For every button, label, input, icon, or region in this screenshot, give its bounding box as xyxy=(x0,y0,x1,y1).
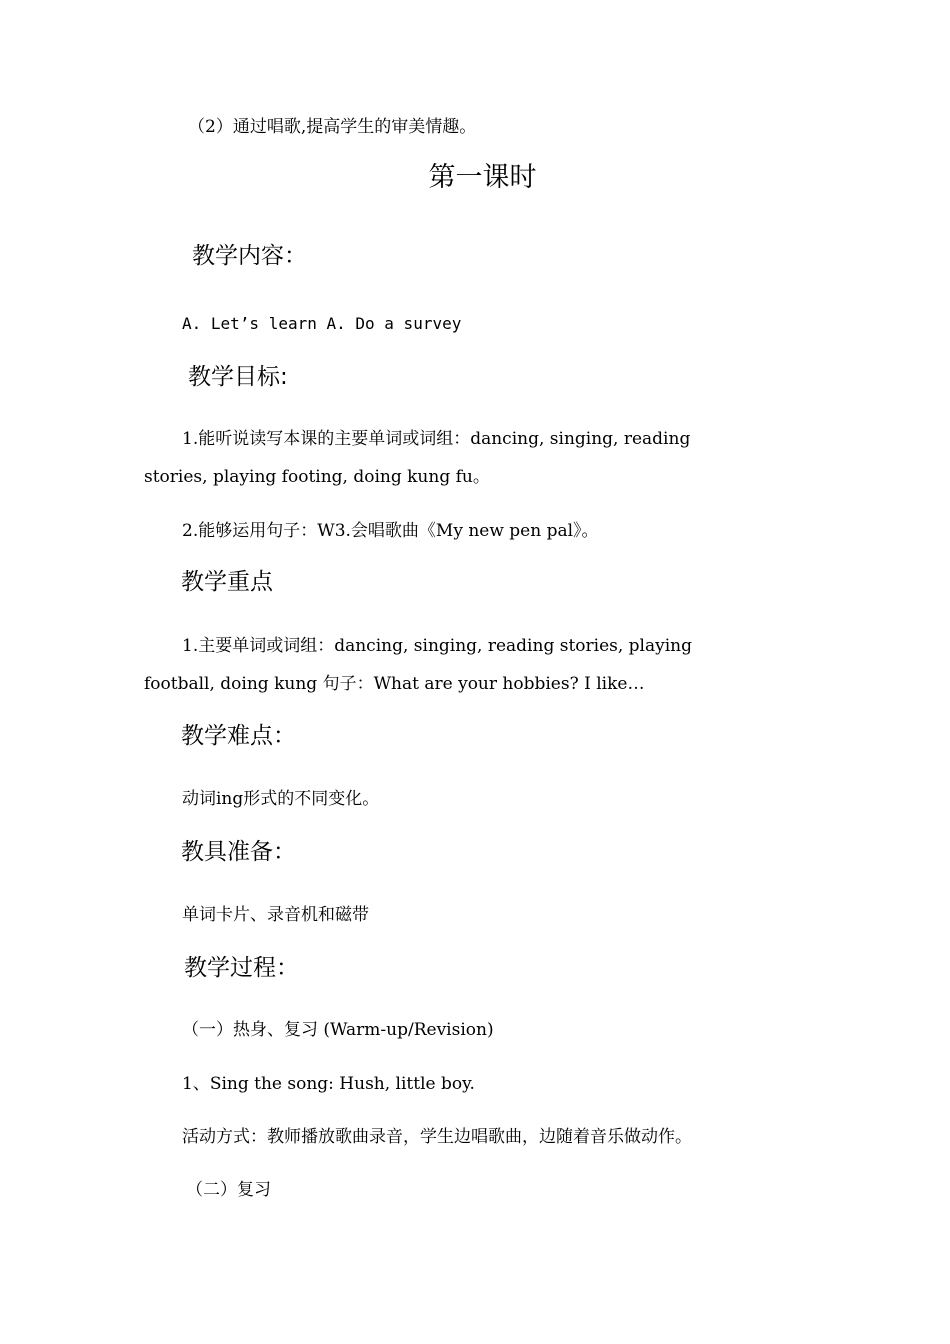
step-1-activity: 活动方式：教师播放歌曲录音，学生边唱歌曲，边随着音乐做动作。 xyxy=(182,1127,692,1147)
teaching-tools-text: 单词卡片、录音机和磁带 xyxy=(182,905,369,925)
step-1-heading: （一）热身、复习 (Warm-up/Revision) xyxy=(182,1020,494,1040)
step-2-heading: （二）复习 xyxy=(186,1180,271,1200)
goals-heading: 教学目标: xyxy=(188,364,288,390)
difficult-points-heading: 教学难点： xyxy=(181,723,296,749)
goal-2: 2.能够运用句子：W3.会唱歌曲《My new pen pal》。 xyxy=(182,521,599,541)
intro-line: （2）通过唱歌,提高学生的审美情趣。 xyxy=(188,117,477,137)
key-points-heading: 教学重点 xyxy=(181,569,273,595)
goal-1-line-2: stories, playing footing, doing kung fu。 xyxy=(144,467,490,487)
goal-1-line-1: 1.能听说读写本课的主要单词或词组：dancing, singing, reading xyxy=(182,429,691,449)
difficult-points-text: 动词ing形式的不同变化。 xyxy=(182,789,380,809)
content-text: A. Let’s learn A. Do a survey xyxy=(182,314,462,333)
lesson-title: 第一课时 xyxy=(428,162,537,193)
key-point-line-1: 1.主要单词或词组：dancing, singing, reading stories, playing xyxy=(182,636,692,656)
teaching-tools-heading: 教具准备： xyxy=(181,839,296,865)
step-1-item: 1、Sing the song: Hush, little boy. xyxy=(182,1074,475,1094)
content-heading: 教学内容： xyxy=(192,243,307,269)
key-point-line-2: football, doing kung 句子：What are your hobbies? I like… xyxy=(144,674,645,694)
teaching-process-heading: 教学过程： xyxy=(184,955,299,981)
